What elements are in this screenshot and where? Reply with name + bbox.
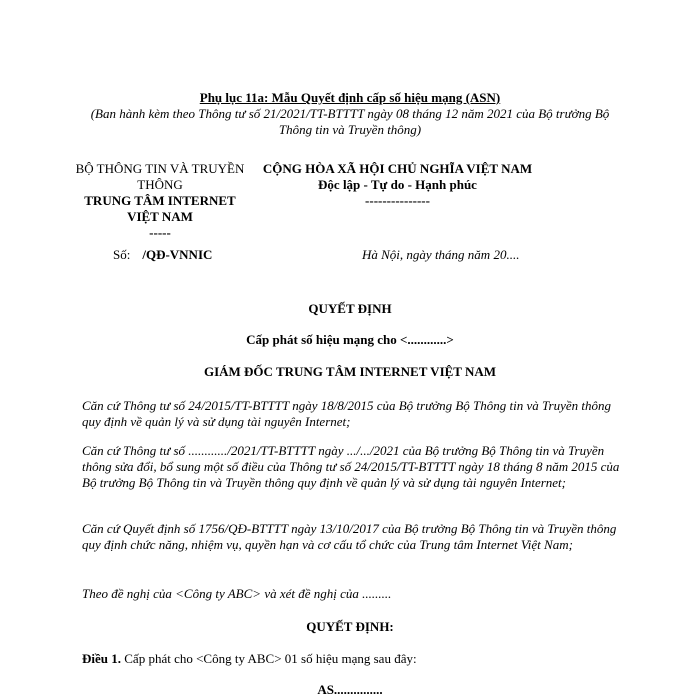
country-name: CỘNG HÒA XÃ HỘI CHỦ NGHĨA VIỆT NAM (262, 161, 533, 176)
appendix-title: Phụ lục 11a: Mẫu Quyết định cấp số hiệu mạng (ASN) (199, 90, 501, 105)
decides-heading: QUYẾT ĐỊNH: (306, 619, 394, 634)
document-number-label: Số: (113, 247, 131, 262)
decision-subtitle: Cấp phát số hiệu mạng cho <............> (246, 332, 454, 347)
article-1-label: Điều 1. (82, 651, 121, 666)
article-1-text: Cấp phát cho <Công ty ABC> 01 số hiệu mạng sau đây: (124, 651, 417, 666)
left-divider: ----- (149, 225, 171, 240)
appendix-subtitle: (Ban hành kèm theo Thông tư số 21/2021/TT-BTTTT ngày 08 tháng 12 năm 2021 của Bộ trưởng Bộ Thông tin và Truyền thông) (90, 106, 610, 137)
proposal-paragraph: Theo đề nghị của <Công ty ABC> và xét đề nghị của ......... (82, 586, 392, 601)
document-number-value: /QĐ-VNNIC (142, 247, 213, 262)
issuing-agency-block (70, 161, 250, 241)
place-date-line: Hà Nội, ngày tháng năm 20.... (362, 247, 520, 262)
legal-basis-paragraph: Căn cứ Quyết định số 1756/QĐ-BTTTT ngày 13/10/2017 của Bộ trưởng Bộ Thông tin và Truyền thông quy định chức năng, nhiệm vụ, quyền hạn và cơ cấu tổ chức của Trung tâm Internet Việt Nam; (82, 521, 617, 552)
center-name: TRUNG TÂM INTERNET VIỆT NAM (84, 193, 236, 224)
national-motto: Độc lập - Tự do - Hạnh phúc (318, 177, 477, 192)
decision-title: QUYẾT ĐỊNH (308, 301, 392, 316)
issuer-title: GIÁM ĐỐC TRUNG TÂM INTERNET VIỆT NAM (203, 364, 497, 379)
article-1 (82, 651, 642, 667)
legal-basis-paragraph: Căn cứ Thông tư số ............/2021/TT-BTTTT ngày .../.../2021 của Bộ trưởng Bộ Thông tin và Truyền thông sửa đổi, bổ sung một số điều của Thông tư số 24/2015/TT-BTTTT ngày 18 tháng 8 năm 2015 của Bộ trưởng Bộ Thông tin và Truyền thông quy định về quản lý và sử dụng tài nguyên Internet; (82, 443, 620, 490)
document-number (113, 247, 212, 263)
right-divider: --------------- (365, 193, 430, 208)
national-header-block (260, 161, 535, 209)
legal-basis-paragraph: Căn cứ Thông tư số 24/2015/TT-BTTTT ngày 18/8/2015 của Bộ trưởng Bộ Thông tin và Truyền thông quy định về quản lý và sử dụng tài nguyên Internet; (82, 398, 611, 429)
ministry-name: BỘ THÔNG TIN VÀ TRUYỀN THÔNG (75, 161, 245, 192)
asn-value: AS............... (317, 682, 383, 697)
